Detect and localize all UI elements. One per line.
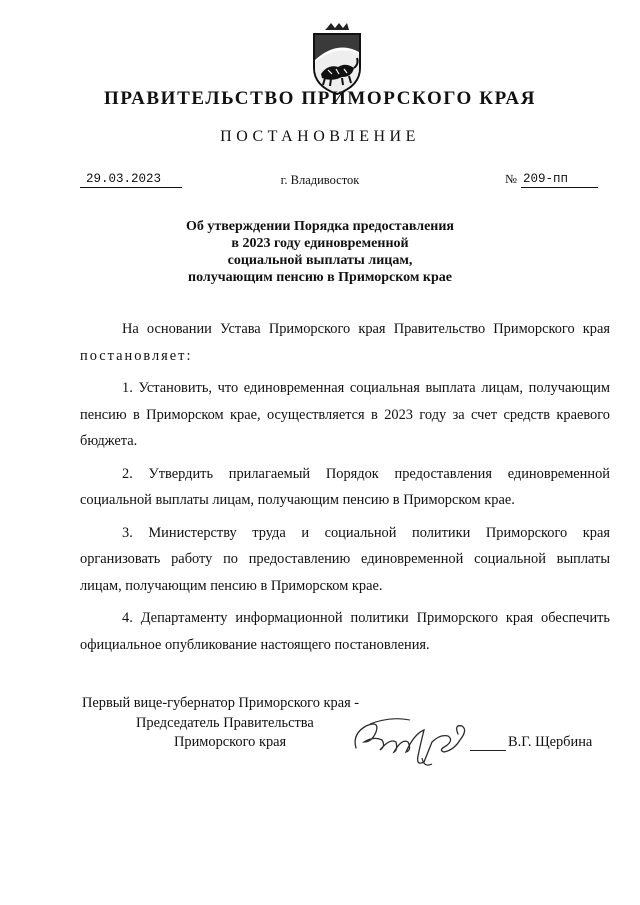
coat-of-arms-icon: [302, 22, 372, 96]
document-city: г. Владивосток: [280, 173, 360, 187]
decree-item-2: 2. Утвердить прилагаемый Порядок предоставления единовременной социальной выплаты лицам, получающим пенсию в Приморском крае.: [80, 465, 610, 508]
document-date: 29.03.2023: [80, 171, 182, 188]
subject-line: в 2023 году единовременной: [231, 236, 409, 251]
position-line: Приморского края: [174, 734, 287, 750]
decree-item-4: 4. Департаменту информационной политики Приморского края обеспечить официальное опубликование настоящего постановления.: [80, 610, 610, 653]
document-body: [80, 316, 610, 664]
document-number: [505, 171, 598, 188]
signature-underline: [470, 750, 506, 751]
preamble-paragraph: [80, 316, 610, 369]
decree-item-3: 3. Министерству труда и социальной политики Приморского края организовать работу по предоставлению единовременной социальной выплаты лицам, получающим пенсию в Приморском крае.: [80, 524, 610, 594]
document-subject: [0, 218, 640, 286]
number-value: 209-пп: [521, 171, 598, 188]
signatory-name: В.Г. Щербина: [508, 734, 593, 750]
signatory-position: [82, 694, 359, 753]
decree-word: постановляет:: [80, 347, 193, 364]
subject-line: получающим пенсию в Приморском крае: [188, 270, 452, 285]
position-line: Председатель Правительства: [136, 714, 314, 731]
organization-title: ПРАВИТЕЛЬСТВО ПРИМОРСКОГО КРАЯ: [103, 88, 537, 109]
subject-line: социальной выплаты лицам,: [227, 253, 413, 268]
preamble-text: На основании Устава Приморского края Правительство Приморского края: [122, 321, 610, 337]
number-sign: №: [505, 172, 517, 186]
subject-line: Об утверждении Порядка предоставления: [185, 219, 455, 234]
handwritten-signature-icon: [350, 712, 480, 770]
position-line: Первый вице-губернатор Приморского края -: [82, 695, 360, 711]
decree-item-1: 1. Установить, что единовременная социальная выплата лицам, получающим пенсию в Приморском крае, осуществляется в 2023 году за счет средств краевого бюджета.: [80, 380, 610, 449]
document-type: ПОСТАНОВЛЕНИЕ: [220, 128, 420, 145]
